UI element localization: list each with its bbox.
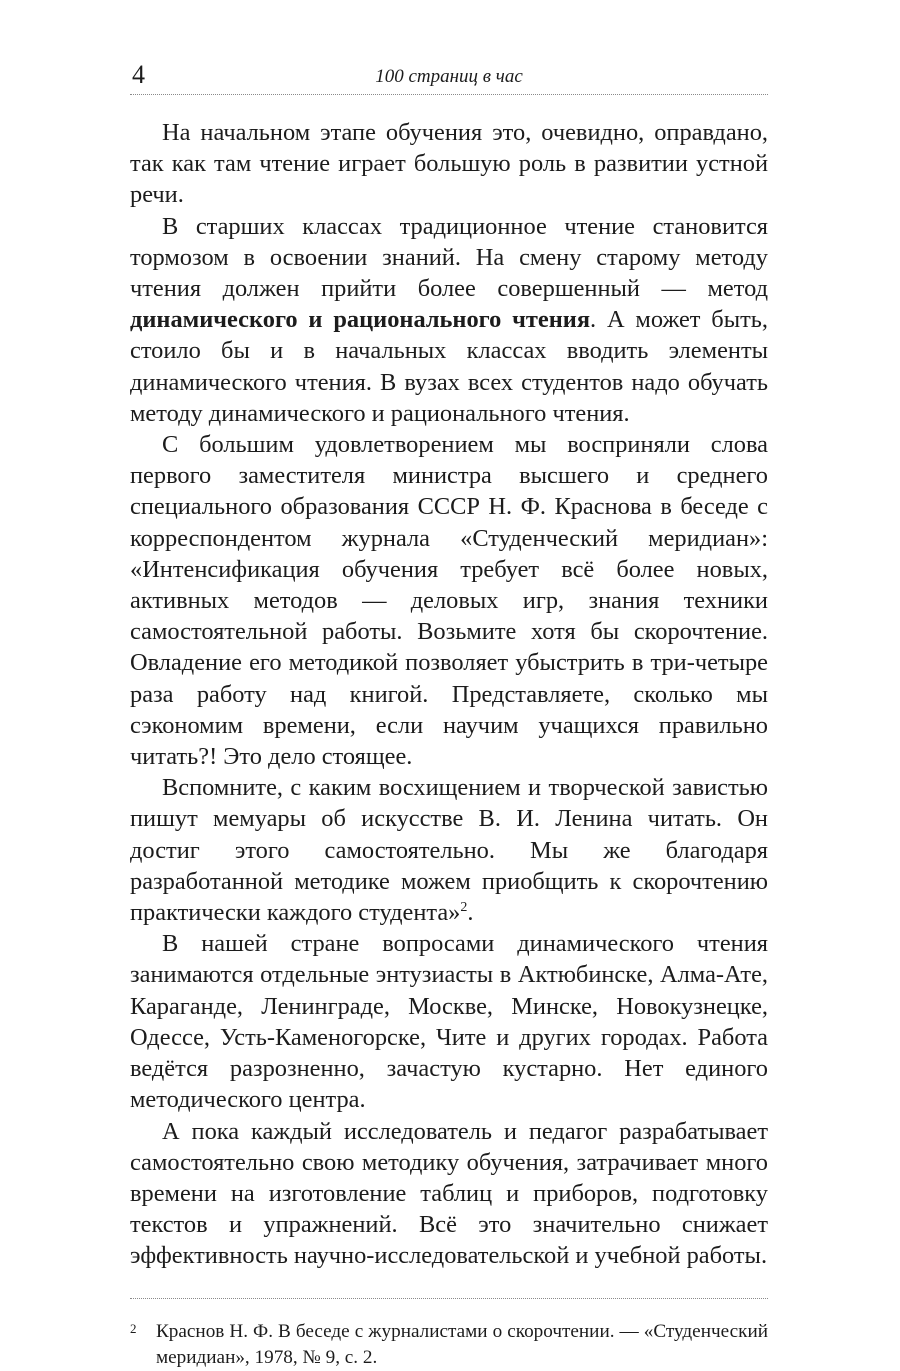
footnote-reference[interactable]: 2 <box>460 899 468 915</box>
paragraph <box>130 772 768 928</box>
main-text <box>130 117 768 1272</box>
paragraph-text: . А может быть, стоило бы и в начальных классах вводить элементы динамического чтения. В вузах всех студентов надо обучать методу динамического и рационального чтения. <box>130 306 768 427</box>
footnote-text: Краснов Н. Ф. В беседе с журналистами о скорочтении. — «Студенческий меридиан», 1978, № 9, с. 2. <box>156 1320 768 1368</box>
footnote-mark: 2 <box>130 1320 137 1336</box>
paragraph-text: С большим удовлетворением мы восприняли слова первого заместителя министра высшего и среднего специального образования СССР Н. Ф. Краснова в беседе с корреспондентом журнала «Студенческий меридиан»: «Интенсификация обучения требует всё более новых, активных методов — деловых игр, знания техники самостоятельной работы. Возьмите хотя бы скорочтение. Овладение его методикой позволяет убыстрить в три-четыре раза работу над книгой. Представляете, сколько мы сэкономим времени, если научим учащихся правильно читать?! Это дело стоящее. <box>130 431 768 771</box>
bold-term: динамического и рационального чтения <box>130 306 591 334</box>
footnote <box>130 1319 768 1371</box>
page-header <box>130 56 768 95</box>
paragraph <box>130 429 768 772</box>
paragraph <box>130 211 768 429</box>
page-number: 4 <box>132 60 145 89</box>
paragraph <box>130 928 768 1115</box>
paragraph <box>130 1116 768 1272</box>
book-page <box>130 56 768 1371</box>
paragraph-text: На начальном этапе обучения это, очевидно, оправдано, так как там чтение играет большую роль в развитии устной речи. <box>130 119 768 209</box>
paragraph-text: А пока каждый исследователь и педагог разрабатывает самостоятельно свою методику обучения, затрачивает много времени на изготовление таблиц и приборов, подготовку текстов и упражнений. Всё это значительно снижает эффективность научно-исследовательской и учебной работы. <box>130 1117 768 1270</box>
paragraph-text: . <box>467 899 474 927</box>
paragraph-text: В нашей стране вопросами динамического чтения занимаются отдельные энтузиасты в Актюбинске, Алма-Ате, Караганде, Ленинграде, Москве, Минске, Новокузнецке, Одессе, Усть-Каменогорске, Чите и других городах. Работа ведётся разрозненно, зачастую кустарно. Нет единого методического центра. <box>130 930 768 1114</box>
footnotes <box>130 1298 768 1371</box>
paragraph <box>130 117 768 211</box>
paragraph-text: В старших классах традиционное чтение становится тормозом в освоении знаний. На смену старому методу чтения должен прийти более совершенный — метод <box>130 212 768 303</box>
running-title: 100 страниц в час <box>375 66 523 87</box>
paragraph-text: Вспомните, с каким восхищением и творческой завистью пишут мемуары об искусстве В. И. Ленина читать. Он достиг этого самостоятельно. Мы же благодаря разработанной методике можем приобщить к скорочтению практически каждого студента» <box>130 774 768 927</box>
